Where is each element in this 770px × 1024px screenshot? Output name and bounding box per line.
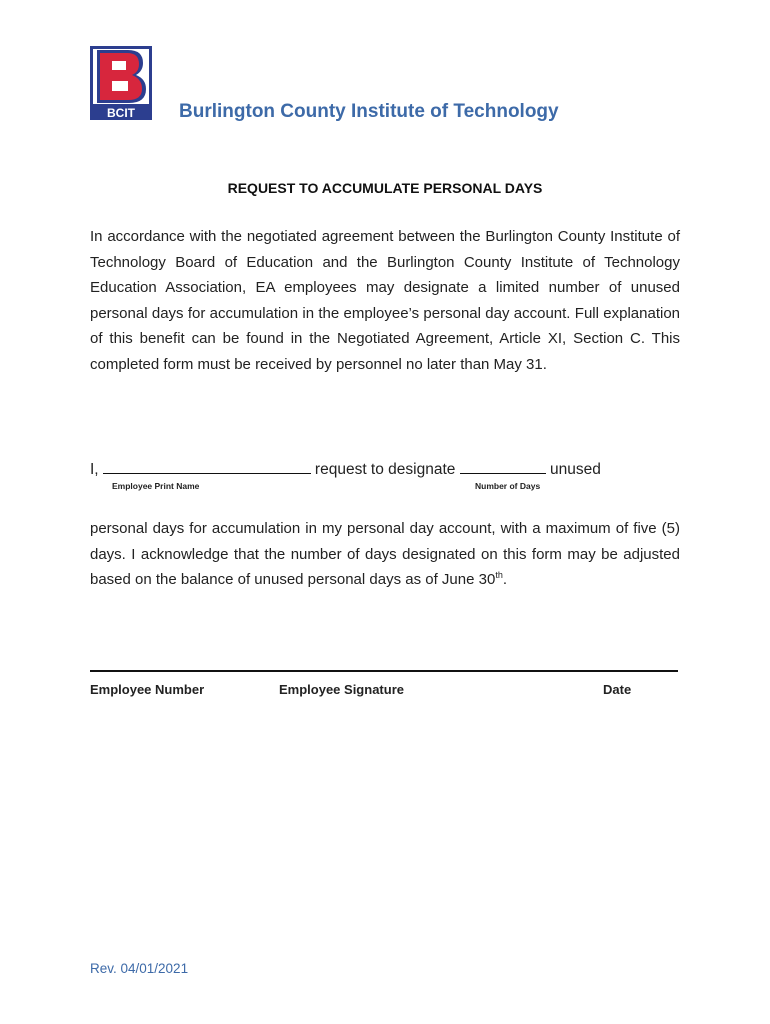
employee-number-label: Employee Number [90,682,205,697]
date-label: Date [603,682,632,697]
acknowledgement-paragraph [90,516,680,593]
employee-name-field[interactable] [103,459,311,474]
logo-text: BCIT [107,106,135,120]
number-of-days-label: Number of Days [475,481,541,491]
intro-paragraph: In accordance with the negotiated agreement between the Burlington County Institute of Technology Board of Education and the Burlington County Institute of Technology Education Association, EA employees may designate a limited number of unused personal days for accumulation in the employee’s personal day account. Full explanation of this benefit can be found in the Negotiated Agreement, Article XI, Section C. This completed form must be received by personnel no later than May 31. [90,228,680,373]
bcit-logo [90,46,152,120]
signature-line[interactable] [90,670,678,672]
request-line [90,459,601,479]
organization-name: Burlington County Institute of Technology [179,101,559,122]
employee-signature-label: Employee Signature [279,682,404,697]
employee-print-name-label: Employee Print Name [112,481,200,491]
request-suffix: unused [545,461,601,478]
ack-end: . [502,571,507,588]
ack-superscript: th [495,570,503,580]
revision-date: Rev. 04/01/2021 [90,961,189,976]
ack-text: personal days for accumulation in my personal day account, with a maximum of five (5) days. I acknowledge that the number of days designated on this form may be adjusted based on the balance of unused personal days as of June 30 [90,520,680,588]
number-of-days-field[interactable] [460,459,546,474]
request-middle: request to designate [310,461,460,478]
request-prefix: I, [90,461,99,478]
form-title: REQUEST TO ACCUMULATE PERSONAL DAYS [227,180,543,196]
